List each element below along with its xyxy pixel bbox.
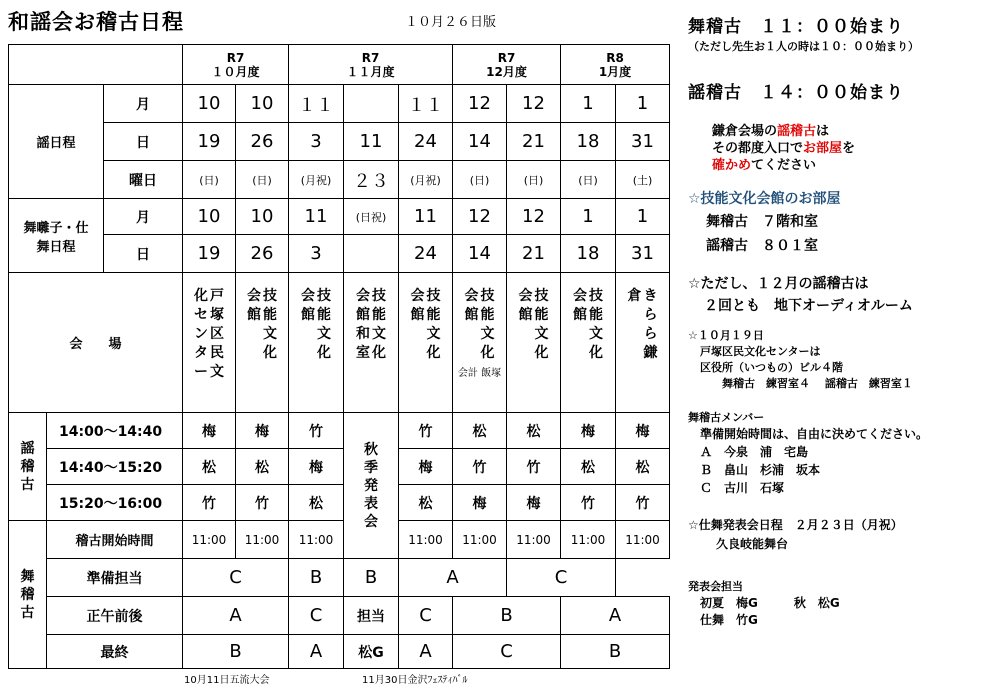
- mai-month-cell: 1: [616, 199, 670, 235]
- slot-group: 松: [453, 413, 507, 449]
- schedule-table: [8, 44, 725, 669]
- utai-date-cell: 3: [289, 123, 344, 161]
- mai-month-cell: 12: [453, 199, 507, 235]
- oct19-note-line: 舞稽古 練習室４ 謡稽古 練習室１: [722, 377, 913, 390]
- mai-date-cell: 21: [507, 235, 561, 273]
- venue-cell: 技 能 文 化 会 館: [289, 273, 344, 413]
- utai-month-cell: １１: [399, 85, 453, 123]
- start-time-cell: 11:00: [183, 521, 236, 559]
- mai-date-cell: 18: [561, 235, 616, 273]
- utai-keiko-label: 謡 稽 古: [9, 413, 47, 521]
- gino-room-heading: ☆技能文化会館のお部屋: [688, 191, 841, 207]
- slot-time: 15:20〜16:00: [47, 485, 183, 521]
- mai-keiko-label: 舞 稽 古: [9, 521, 47, 669]
- mai-month-cell: 10: [236, 199, 289, 235]
- oct19-note-line: 戸塚区民文化センターは: [700, 345, 821, 358]
- utai-month-cell: 1: [561, 85, 616, 123]
- page-title: 和謡会お稽古日程: [8, 10, 184, 34]
- slot-group: 竹: [561, 485, 616, 521]
- month-header-row: [9, 45, 725, 85]
- noon-cell: A: [561, 597, 670, 635]
- venue-cell: 技 能 文 化 会 館: [507, 273, 561, 413]
- slot-group: 竹: [183, 485, 236, 521]
- last-cell: B: [561, 635, 670, 669]
- weekday-cell: (日): [561, 161, 616, 199]
- member-group-b: Ｂ 畠山 杉浦 坂本: [700, 463, 821, 477]
- weekday-cell: (日): [183, 161, 236, 199]
- last-cell: A: [289, 635, 344, 669]
- oct19-note-line: 区役所（いつもの）ビル４階: [700, 361, 843, 374]
- prep-cell: B: [289, 559, 344, 597]
- weekday-cell: (月祝): [289, 161, 344, 199]
- mai-date-cell: 19: [183, 235, 236, 273]
- slot-group: 竹: [289, 413, 344, 449]
- last-label: 最終: [47, 635, 183, 669]
- oct19-note-heading: ☆１０月１９日: [688, 329, 764, 342]
- mai-month-cell: 1: [561, 199, 616, 235]
- weekday-cell: (日): [507, 161, 561, 199]
- slot-time: 14:00〜14:40: [47, 413, 183, 449]
- autumn-event: 秋 季 発 表 会: [344, 413, 399, 559]
- start-time-cell: 11:00: [507, 521, 561, 559]
- utai-month-cell: 1: [616, 85, 670, 123]
- last-cell: C: [453, 635, 561, 669]
- utai-date-cell: 18: [561, 123, 616, 161]
- gino-utai-room: 謡稽古 ８０１室: [706, 238, 818, 254]
- venue-cell: 技 能 文 化 会 館 和 室: [344, 273, 399, 413]
- slot-group: 松: [236, 449, 289, 485]
- recital-duty-line: 仕舞 竹G: [700, 613, 758, 627]
- kamakura-note: 鎌倉会場の謡稽古は その都度入口でお部屋を 確かめてください: [712, 124, 856, 173]
- footnote-kanazawa: 11月30日金沢ﾌｪｽﾃｨﾊﾞﾙ: [362, 675, 468, 686]
- slot-group: 松: [507, 413, 561, 449]
- month-header-jan: R8 1月度: [561, 45, 670, 85]
- mai-month-cell: 12: [507, 199, 561, 235]
- noon-label: 正午前後: [47, 597, 183, 635]
- start-time-label: 稽古開始時間: [47, 521, 183, 559]
- venue-cell: 技 能 文 化 会 館 会計 飯塚: [453, 273, 507, 413]
- utai-date-cell: 14: [453, 123, 507, 161]
- mai-date-cell: 24: [399, 235, 453, 273]
- mai-start-note: 舞稽古 １１：００始まり: [688, 17, 904, 37]
- slot-group: 梅: [289, 449, 344, 485]
- last-cell: B: [183, 635, 289, 669]
- slot-group: 竹: [236, 485, 289, 521]
- utai-date-cell: 19: [183, 123, 236, 161]
- month-header-dec: R7 12月度: [453, 45, 561, 85]
- utai-date-cell: 24: [399, 123, 453, 161]
- slot-group: 松: [561, 449, 616, 485]
- weekday-cell: (土): [616, 161, 670, 199]
- notes-panel: [688, 12, 983, 628]
- utai-date-cell: 26: [236, 123, 289, 161]
- member-note: 準備開始時間は、自由に決めてください。: [700, 427, 929, 441]
- mai-date-row: [9, 235, 725, 273]
- edition-date: １０月２６日版: [405, 15, 497, 30]
- prep-cell: B: [344, 559, 399, 597]
- slot-group: 竹: [507, 449, 561, 485]
- venue-note: 会計 飯塚: [457, 368, 502, 379]
- venue-cell: 技 能 文 化 会 館: [399, 273, 453, 413]
- mai-month-cell: 10: [183, 199, 236, 235]
- slot-group: 松: [616, 449, 670, 485]
- slot-group: 梅: [616, 413, 670, 449]
- slot-group: 竹: [399, 413, 453, 449]
- utai-weekday-row: [9, 161, 725, 199]
- mai-date-cell: 31: [616, 235, 670, 273]
- shimai-recital-venue: 久良岐能舞台: [716, 537, 789, 551]
- slot-time: 14:40〜15:20: [47, 449, 183, 485]
- utai-start-note: 謡稽古 １４：００始まり: [688, 83, 904, 103]
- utai-month-cell: 12: [453, 85, 507, 123]
- autumn-duty-group: 松G: [344, 635, 399, 669]
- utai-month-cell: 10: [183, 85, 236, 123]
- prep-label: 準備担当: [47, 559, 183, 597]
- date-label: 日: [104, 235, 183, 273]
- slot-group: 梅: [453, 485, 507, 521]
- noon-cell: C: [399, 597, 453, 635]
- slot-group: 梅: [561, 413, 616, 449]
- utai-month-row: [9, 85, 725, 123]
- prep-cell: C: [183, 559, 289, 597]
- prep-cell: A: [399, 559, 507, 597]
- member-group-a: Ａ 今泉 浦 宅島: [700, 445, 809, 459]
- footnote-goryu: 10月11日五流大会: [184, 675, 270, 686]
- december-note: ☆ただし、１２月の謡稽古は: [688, 276, 869, 292]
- member-heading: 舞稽古メンバー: [688, 411, 765, 424]
- month-label: 月: [104, 85, 183, 123]
- mai-date-cell: 26: [236, 235, 289, 273]
- start-time-cell: 11:00: [616, 521, 670, 559]
- utai-date-row: [9, 123, 725, 161]
- venue-label: 会 場: [9, 273, 183, 413]
- utai-month-cell: １１: [289, 85, 344, 123]
- shimai-recital-note: ☆仕舞発表会日程 ２月２３日（月祝）: [688, 518, 903, 532]
- start-time-cell: 11:00: [236, 521, 289, 559]
- month-label: 月: [104, 199, 183, 235]
- prep-cell: C: [507, 559, 616, 597]
- month-header-nov: R7 １１月度: [289, 45, 453, 85]
- recital-duty-line: 初夏 梅G 秋 松G: [700, 596, 840, 610]
- start-time-cell: 11:00: [453, 521, 507, 559]
- noon-row: [9, 597, 725, 635]
- weekday-cell: (日): [236, 161, 289, 199]
- slot-group: 竹: [616, 485, 670, 521]
- slot-group: 梅: [507, 485, 561, 521]
- mai-date-cell: [344, 235, 399, 273]
- slot-row: [9, 413, 725, 449]
- weekday-cell: (日): [453, 161, 507, 199]
- header-blank: [9, 45, 183, 85]
- last-cell: A: [399, 635, 453, 669]
- slot-group: 梅: [183, 413, 236, 449]
- weekday-cell: ２３: [344, 161, 399, 199]
- slot-group: 松: [183, 449, 236, 485]
- weekday-label: 曜日: [104, 161, 183, 199]
- start-time-cell: 11:00: [561, 521, 616, 559]
- mai-date-cell: 14: [453, 235, 507, 273]
- mai-schedule-label: 舞囃子・仕舞日程: [9, 199, 104, 273]
- slot-group: 梅: [236, 413, 289, 449]
- venue-row: [9, 273, 725, 413]
- utai-month-cell: 10: [236, 85, 289, 123]
- venue-cell: き ら ら 鎌 倉: [616, 273, 670, 413]
- utai-date-cell: 11: [344, 123, 399, 161]
- mai-start-subnote: （ただし先生お１人の時は１０：００始まり）: [688, 40, 919, 53]
- noon-cell: A: [183, 597, 289, 635]
- mai-month-cell: 11: [289, 199, 344, 235]
- utai-month-cell: [344, 85, 399, 123]
- mai-month-row: [9, 199, 725, 235]
- mai-date-cell: 3: [289, 235, 344, 273]
- slot-group: 竹: [453, 449, 507, 485]
- slot-group: 松: [289, 485, 344, 521]
- date-label: 日: [104, 123, 183, 161]
- utai-month-cell: 12: [507, 85, 561, 123]
- noon-cell: B: [453, 597, 561, 635]
- utai-schedule-label: 謡日程: [9, 85, 104, 199]
- last-row: [9, 635, 725, 669]
- mai-month-cell: (日祝): [344, 199, 399, 235]
- start-time-cell: 11:00: [289, 521, 344, 559]
- mai-month-cell: 11: [399, 199, 453, 235]
- start-time-cell: 11:00: [399, 521, 453, 559]
- venue-cell: 技 能 文 化 会 館: [236, 273, 289, 413]
- month-header-oct: R7 １０月度: [183, 45, 289, 85]
- slot-group: 梅: [399, 449, 453, 485]
- recital-duty-heading: 発表会担当: [688, 580, 743, 593]
- prep-row: [9, 559, 725, 597]
- autumn-duty-label: 担当: [344, 597, 399, 635]
- noon-cell: C: [289, 597, 344, 635]
- slot-group: 松: [399, 485, 453, 521]
- weekday-cell: (月祝): [399, 161, 453, 199]
- member-group-c: Ｃ 古川 石塚: [700, 481, 785, 495]
- venue-cell: 技 能 文 化 会 館: [561, 273, 616, 413]
- gino-mai-room: 舞稽古 ７階和室: [706, 214, 818, 230]
- utai-date-cell: 31: [616, 123, 670, 161]
- venue-cell: 戸 塚 区 民 文 化 セ ン タ ー: [183, 273, 236, 413]
- utai-date-cell: 21: [507, 123, 561, 161]
- december-room: ２回とも 地下オーディオルーム: [704, 298, 913, 314]
